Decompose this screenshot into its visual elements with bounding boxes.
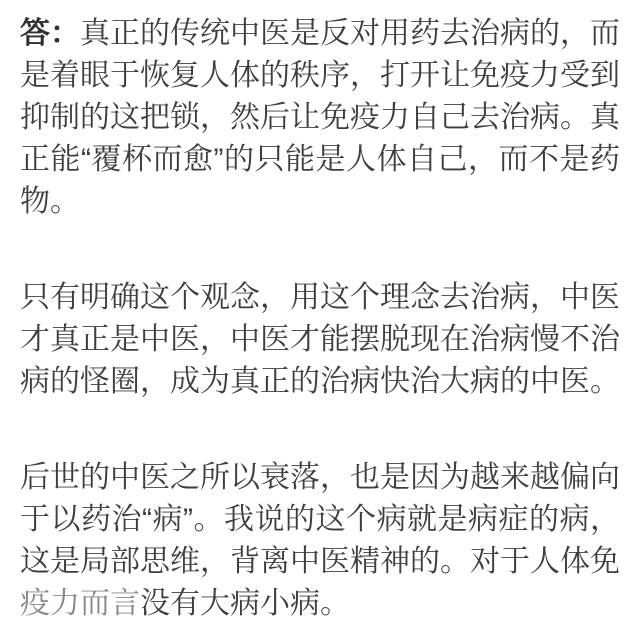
paragraph bbox=[20, 277, 620, 403]
answer-label: 答： bbox=[20, 17, 80, 50]
paragraph bbox=[20, 457, 620, 625]
paragraph-text: 真正的传统中医是反对用药去治病的，而是着眼于恢复人体的秩序，打开让免疫力受到抑制的这把锁，然后让免疫力自己去治病。真正能“覆杯而愈”的只能是人体自己，而不是药物。 bbox=[20, 17, 620, 218]
answer-paragraph bbox=[20, 13, 620, 223]
paragraph-text: 后世的中医之所以衰落，也是因为越来越偏向于以药治“病”。我说的这个病就是病症的病，这是局部思维，背离中医精神的。对于人体免疫力而言没有大病小病。 bbox=[20, 461, 620, 620]
paragraph-text: 只有明确这个观念，用这个理念去治病，中医才真正是中医，中医才能摆脱现在治病慢不治病的怪圈，成为真正的治病快治大病的中医。 bbox=[20, 281, 620, 398]
